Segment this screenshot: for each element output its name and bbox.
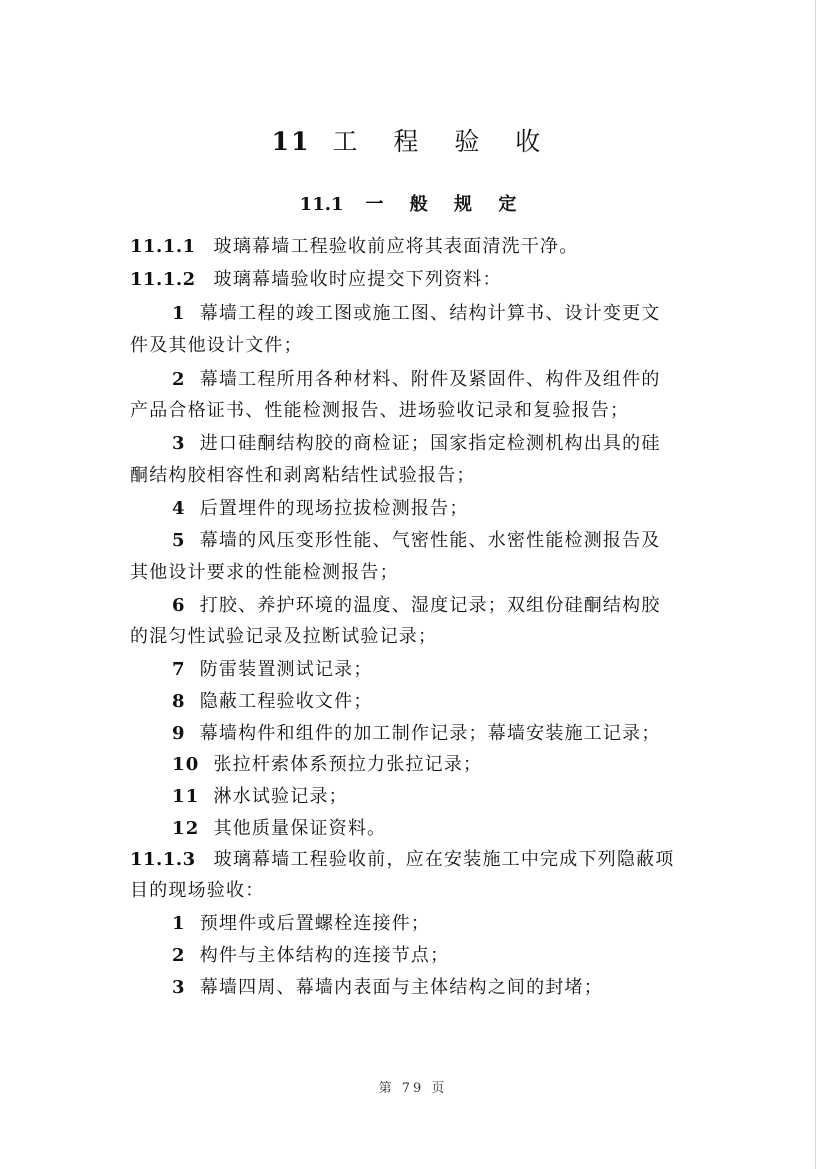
- clause-number: 11.1.1: [130, 236, 196, 257]
- item-number: 1: [172, 303, 186, 324]
- item-number: 3: [172, 977, 186, 998]
- item-number: 4: [172, 498, 186, 519]
- item-text: 其他质量保证资料。: [213, 818, 387, 839]
- item-text: 幕墙工程所用各种材料、附件及紧固件、构件及组件的: [199, 369, 661, 390]
- item-number: 1: [172, 913, 186, 934]
- item-number: 8: [172, 691, 186, 712]
- item-text: 淋水试验记录；: [213, 786, 348, 807]
- item-text: 预埋件或后置螺栓连接件；: [199, 913, 431, 934]
- item-text: 防雷装置测试记录；: [199, 659, 373, 680]
- list-item-1-continued: 件及其他设计文件；: [130, 335, 303, 356]
- item-text: 幕墙构件和组件的加工制作记录；幕墙安装施工记录；: [199, 723, 661, 744]
- clause-11-1-2: [130, 265, 502, 295]
- chapter-title: [0, 122, 826, 158]
- chapter-title-text: 工 程 验 收: [332, 127, 555, 156]
- clause-text: 玻璃幕墙验收时应提交下列资料：: [213, 269, 502, 290]
- clause-text: 玻璃幕墙工程验收前，应在安装施工中完成下列隐蔽项: [213, 849, 675, 870]
- list-item-2-continued: 产品合格证书、性能检测报告、进场验收记录和复验报告；: [130, 400, 630, 421]
- list-item-12: [172, 814, 386, 844]
- list-item-3: [172, 429, 661, 459]
- clause-11-1-3: [130, 845, 674, 875]
- list-item-9: [172, 719, 661, 749]
- clause-11-1-1: [130, 232, 578, 262]
- list-item-b1: [172, 909, 430, 939]
- section-title-text: 一 般 规 定: [365, 194, 527, 215]
- item-number: 10: [172, 754, 200, 775]
- list-item-10: [172, 750, 482, 780]
- list-item-5-continued: 其他设计要求的性能检测报告；: [130, 562, 399, 583]
- item-text: 张拉杆索体系预拉力张拉记录；: [213, 754, 483, 775]
- clause-number: 11.1.3: [130, 849, 196, 870]
- list-item-11: [172, 782, 348, 812]
- item-text: 打胶、养护环境的温度、湿度记录；双组份硅酮结构胶: [199, 595, 661, 616]
- item-text: 后置埋件的现场拉拔检测报告；: [199, 498, 469, 519]
- list-item-2: [172, 365, 661, 395]
- section-title: [0, 190, 826, 216]
- list-item-6: [172, 591, 661, 621]
- list-item-7: [172, 655, 373, 685]
- item-text: 幕墙四周、幕墙内表面与主体结构之间的封堵；: [199, 977, 603, 998]
- item-number: 6: [172, 595, 186, 616]
- list-item-3-continued: 酮结构胶相容性和剥离粘结性试验报告；: [130, 465, 476, 486]
- section-number: 11.1: [299, 194, 344, 215]
- item-number: 12: [172, 818, 200, 839]
- item-number: 5: [172, 530, 186, 551]
- item-number: 11: [172, 786, 200, 807]
- list-item-4: [172, 494, 469, 524]
- page-edge-line: [815, 0, 816, 1169]
- list-item-6-continued: 的混匀性试验记录及拉断试验记录；: [130, 626, 438, 647]
- item-number: 2: [172, 369, 186, 390]
- item-text: 幕墙工程的竣工图或施工图、结构计算书、设计变更文: [199, 303, 661, 324]
- page-number: 第 79 页: [378, 1081, 448, 1096]
- list-item-b3: [172, 973, 603, 1003]
- item-text: 进口硅酮结构胶的商检证；国家指定检测机构出具的硅: [199, 433, 661, 454]
- clause-number: 11.1.2: [130, 269, 196, 290]
- item-number: 2: [172, 945, 186, 966]
- item-text: 构件与主体结构的连接节点；: [199, 945, 450, 966]
- list-item-8: [172, 687, 373, 717]
- list-item-5: [172, 526, 661, 556]
- clause-text: 玻璃幕墙工程验收前应将其表面清洗干净。: [213, 236, 579, 257]
- item-number: 7: [172, 659, 186, 680]
- list-item-1: [172, 299, 661, 329]
- list-item-b2: [172, 941, 449, 971]
- item-text: 幕墙的风压变形性能、气密性能、水密性能检测报告及: [199, 530, 661, 551]
- item-number: 3: [172, 433, 186, 454]
- item-number: 9: [172, 723, 186, 744]
- item-text: 隐蔽工程验收文件；: [199, 691, 373, 712]
- chapter-number: 11: [271, 127, 311, 156]
- clause-11-1-3-continued: 目的现场验收：: [130, 880, 265, 901]
